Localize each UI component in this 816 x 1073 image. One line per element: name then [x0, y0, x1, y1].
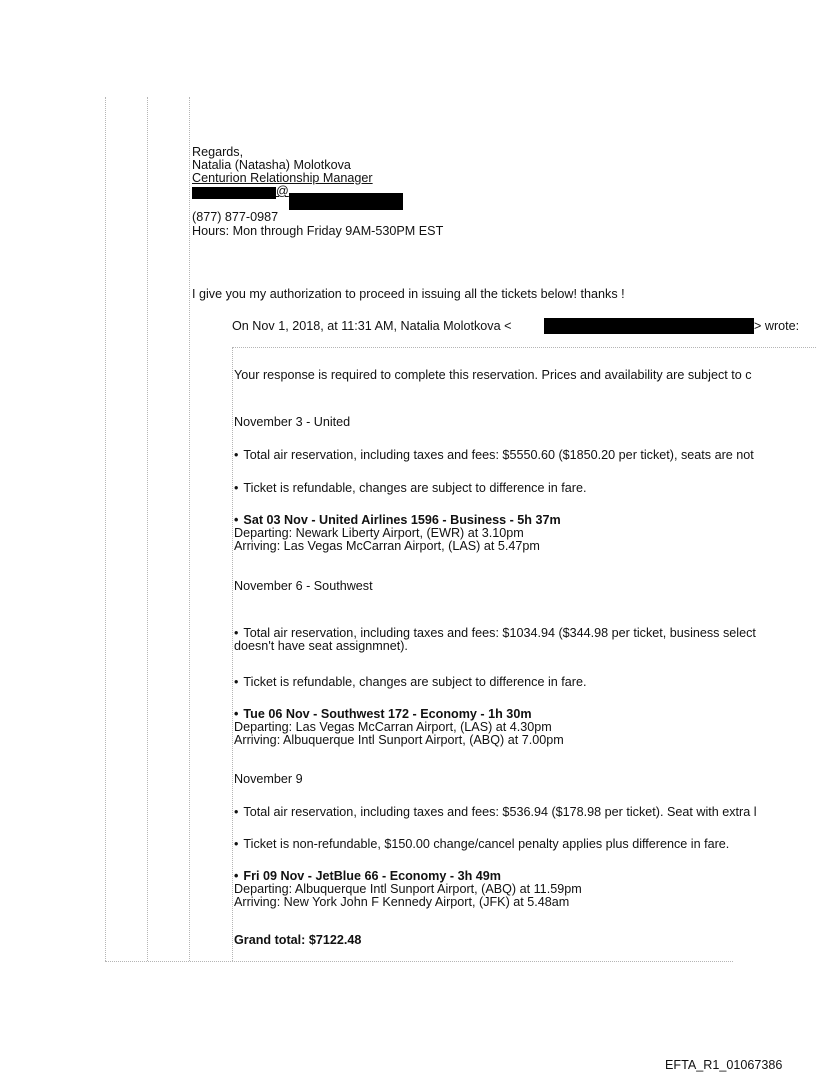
segment-total: • Total air reservation, including taxes and fees: $1034.94 ($344.98 per ticket, business select	[234, 627, 756, 640]
reply-text: I give you my authorization to proceed in issuing all the tickets below! thanks !	[192, 287, 625, 301]
segment-refund-policy: • Ticket is refundable, changes are subject to difference in fare.	[234, 482, 586, 495]
segment-departing: Departing: Newark Liberty Airport, (EWR) at 3.10pm	[234, 526, 524, 540]
signature-greeting: Regards,	[192, 145, 244, 159]
segment-arriving: Arriving: New York John F Kennedy Airport, (JFK) at 5.48am	[234, 895, 570, 909]
quote-header-prefix: On Nov 1, 2018, at 11:31 AM, Natalia Molotkova <	[232, 319, 512, 333]
thread-guide-line-3	[189, 97, 190, 961]
segment-departing: Departing: Las Vegas McCarran Airport, (LAS) at 4.30pm	[234, 720, 552, 734]
segment-heading: November 3 - United	[234, 415, 351, 429]
signature-email-at: @	[276, 184, 289, 198]
redaction-box	[544, 318, 754, 334]
segment-refund-policy: • Ticket is non-refundable, $150.00 change/cancel penalty applies plus difference in fare.	[234, 838, 729, 851]
segment-heading: November 9	[234, 772, 303, 786]
signature-title: Centurion Relationship Manager	[192, 171, 373, 185]
segment-arriving: Arriving: Las Vegas McCarran Airport, (LAS) at 5.47pm	[234, 539, 540, 553]
grand-total: Grand total: $7122.48	[234, 933, 362, 947]
signature-phone: (877) 877-0987	[192, 210, 279, 224]
signature-name: Natalia (Natasha) Molotkova	[192, 158, 351, 172]
document-id: EFTA_R1_01067386	[665, 1058, 783, 1072]
signature-hours: Hours: Mon through Friday 9AM-530PM EST	[192, 224, 444, 238]
segment-departing: Departing: Albuquerque Intl Sunport Airport, (ABQ) at 11.59pm	[234, 882, 582, 896]
thread-guide-line-1	[105, 97, 106, 961]
redaction-box	[289, 193, 403, 210]
thread-bottom-border	[105, 961, 733, 962]
quote-header-suffix: > wrote:	[754, 319, 800, 333]
segment-refund-policy: • Ticket is refundable, changes are subject to difference in fare.	[234, 676, 586, 689]
segment-flight-title: • Sat 03 Nov - United Airlines 1596 - Business - 5h 37m	[234, 514, 561, 527]
reservation-intro: Your response is required to complete this reservation. Prices and availability are subject to c	[234, 368, 752, 382]
thread-guide-line-2	[147, 97, 148, 961]
quote-top-border	[232, 347, 816, 348]
quote-guide-line	[232, 347, 233, 961]
segment-heading: November 6 - Southwest	[234, 579, 373, 593]
segment-flight-title: • Tue 06 Nov - Southwest 172 - Economy - 1h 30m	[234, 708, 532, 721]
segment-total: • Total air reservation, including taxes and fees: $5550.60 ($1850.20 per ticket), seats are not	[234, 449, 754, 462]
segment-total: • Total air reservation, including taxes and fees: $536.94 ($178.98 per ticket). Seat with extra l	[234, 806, 757, 819]
redaction-box	[192, 187, 276, 199]
segment-arriving: Arriving: Albuquerque Intl Sunport Airport, (ABQ) at 7.00pm	[234, 733, 564, 747]
segment-flight-title: • Fri 09 Nov - JetBlue 66 - Economy - 3h 49m	[234, 870, 501, 883]
segment-total-continued: doesn't have seat assignmnet).	[234, 639, 408, 653]
